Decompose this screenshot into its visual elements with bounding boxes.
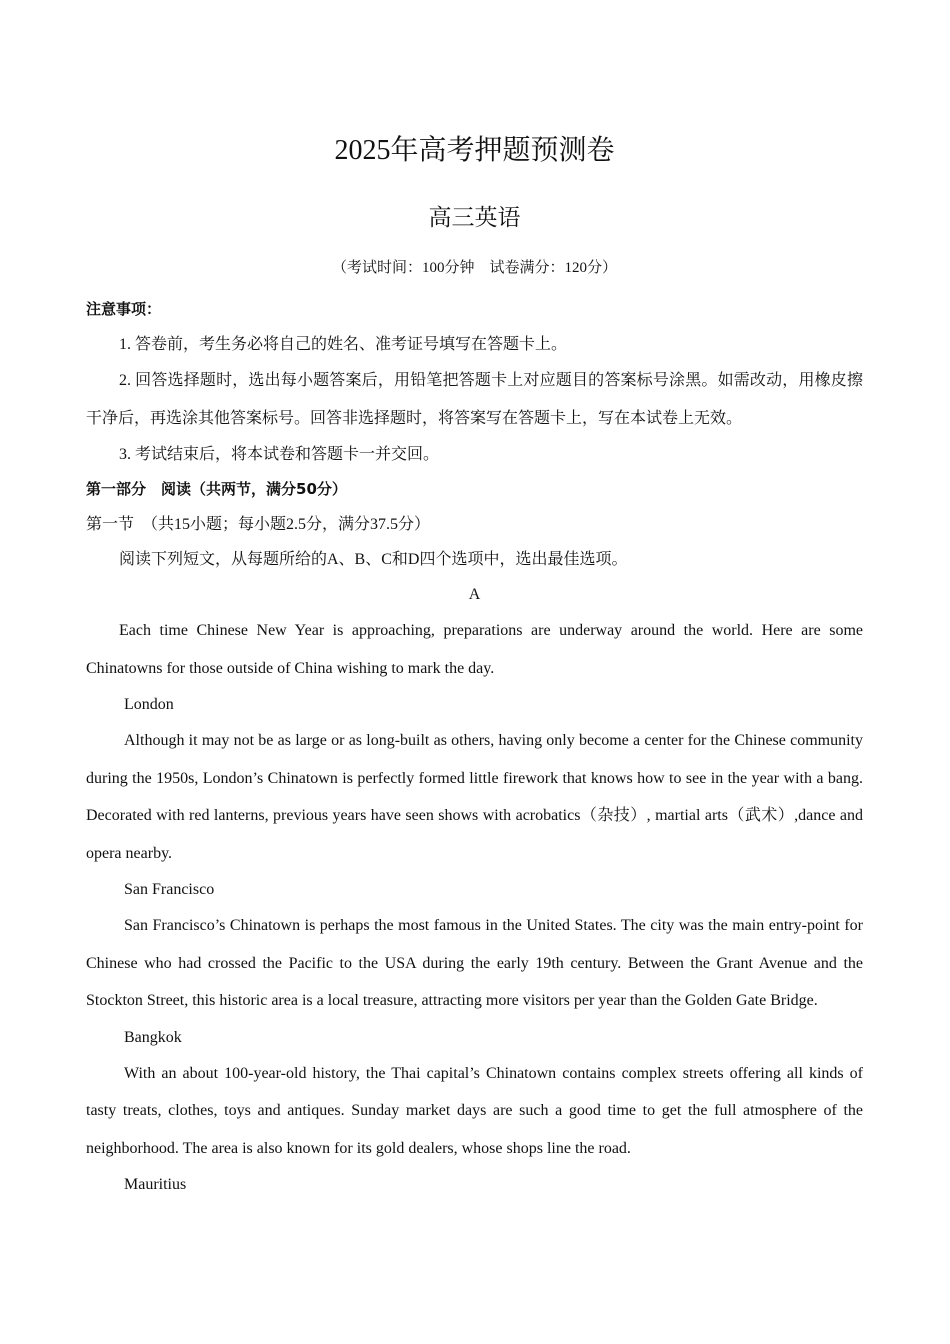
note-item-3: 3. 考试结束后，将本试卷和答题卡一并交回。 (119, 446, 440, 463)
section-text-london: Although it may not be as large or as long-built as others, having only become a center for the Chinese community during the 1950s, London’s Chinatown is perfectly formed little firework that knows how to see in the year with a bang. Decorated with red lanterns, previous years have seen shows with acrobatics（杂技）, martial arts（武术）,dance and opera nearby. (86, 732, 863, 862)
note-item-2: 2. 回答选择题时，选出每小题答案后，用铅笔把答题卡上对应题目的答案标号涂黑。如需改动，用橡皮擦干净后，再选涂其他答案标号。回答非选择题时，将答案写在答题卡上，写在本试卷上无效。 (86, 372, 863, 427)
section-heading-london: London (124, 696, 174, 713)
exam-title: 2025年高考押题预测卷 (334, 135, 615, 166)
section-heading-bangkok: Bangkok (124, 1028, 182, 1046)
instruction-text: 阅读下列短文，从每题所给的A、B、C和D四个选项中，选出最佳选项。 (119, 551, 628, 568)
note-item-1: 1. 答卷前，考生务必将自己的姓名、准考证号填写在答题卡上。 (119, 336, 568, 353)
exam-meta: （考试时间：100分钟 试卷满分：120分） (331, 260, 617, 276)
section-heading-mauritius: Mauritius (124, 1176, 187, 1193)
notes-heading: 注意事项： (86, 300, 162, 318)
section-text-san-francisco: San Francisco’s Chinatown is perhaps the most famous in the United States. The city was the main entry-point for Chinese who had crossed the Pacific to the USA during the early 19th century. Between the Grant Avenue and the Stockton Street, this historic area is a local treasure, attracting more visitors per year than the Golden Gate Bridge. (86, 917, 863, 1009)
section-text-bangkok: With an about 100-year-old history, the Thai capital’s Chinatown contains complex streets offering all kinds of tasty treats, clothes, toys and antiques. Sunday market days are such a good time to get the full atmosphere of the neighborhood. The area is also known for its gold dealers, whose shops line the road. (86, 1064, 863, 1157)
exam-subtitle: 高三英语 (428, 205, 521, 230)
exam-body (86, 292, 863, 1202)
part-heading: 第一部分 阅读（共两节，满分50分） (86, 480, 347, 498)
passage-label: A (468, 586, 481, 603)
section-heading-san-francisco: San Francisco (124, 881, 215, 898)
passage-intro: Each time Chinese New Year is approaching, preparations are underway around the world. Here are some Chinatowns for those outside of China wishing to mark the day. (86, 622, 863, 677)
section-heading: 第一节 （共15小题；每小题2.5分，满分37.5分） (86, 516, 431, 533)
